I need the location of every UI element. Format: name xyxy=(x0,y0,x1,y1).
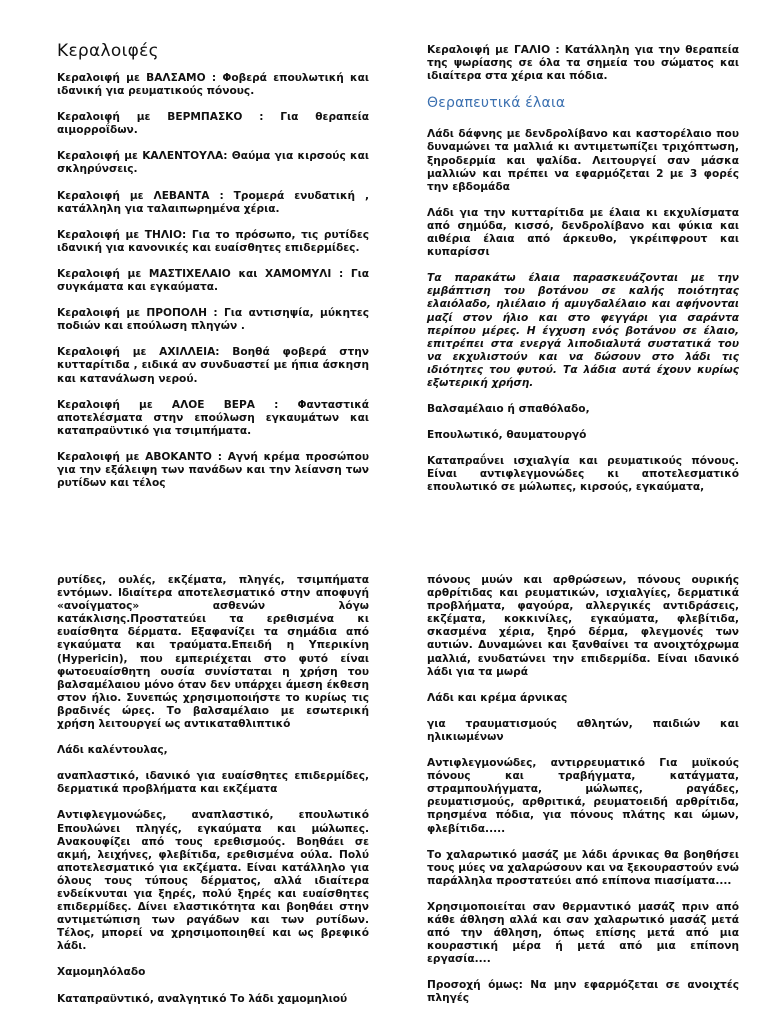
paragraph: Κεραλοιφή με ΒΑΛΣΑΜΟ : Φοβερά επουλωτική και ιδανική για ρευματικούς πόνους. xyxy=(57,72,369,98)
column-top-left xyxy=(57,72,369,503)
column-top-right xyxy=(427,44,739,508)
paragraph: Κεραλοιφή με ΚΑΛΕΝΤΟΥΛΑ: Θαύμα για κιρσούς και σκληρύνσεις. xyxy=(57,150,369,176)
paragraph: Λάδι δάφνης με δενδρολίβανο και καστορέλαιο που δυναμώνει τα μαλλιά κι αντιμετωπίζει τριχόπτωση, ξηροδερμία και ψαλίδα. Λειτουργεί σαν μάσκα μαλλιών και πρέπει να εφαρμόζεται 2 με 3 φορές την εβδομάδα xyxy=(427,128,739,193)
column-bottom-right xyxy=(427,574,739,1019)
paragraph: Αντιφλεγμονώδες, αντιρρευματικό Για μυϊκούς πόνους και τραβήγματα, κατάγματα, στραμπουλήγματα, μώλωπες, ραγάδες, ρευματισμούς, αρθριτικά, ρευματοειδή αρθρίτιδα, πρησμένα πόδια, για πόνους πλάτης και ώμων, φλεβίτιδα..... xyxy=(427,757,739,835)
paragraph: πόνους μυών και αρθρώσεων, πόνους ουρικής αρθρίτιδας και ρευματικών, ισχιαλγίες, δερματικά προβλήματα, φαγούρα, αλλεργικές αντιδράσεις, εκζέματα, κοκκινίλες, εγκαύματα, φλεβίτιδα, σκασμένα χέρια, ξηρό δέρμα, φλεγμονές των αυτιών. Δυναμώνει και ξανθαίνει τα ανοιχτόχρωμα μαλλιά, ενυδατώνει την επιδερμίδα. Είναι ιδανικό λάδι για τα μωρά xyxy=(427,574,739,678)
paragraph: Λάδι και κρέμα άρνικας xyxy=(427,691,568,704)
paragraph: Βαλσαμέλαιο ή σπαθόλαδο, xyxy=(427,403,590,416)
italic-paragraph: Τα παρακάτω έλαια παρασκευάζονται με την εμβάπτιση του βοτάνου σε καλής ποιότητας ελαιόλαδο, ηλιέλαιο ή αμυγδαλέλαιο και αφήνονται μαζί στον ήλιο και στο φεγγάρι για σαράντα περίπου μέρες. Η έγχυση ενός βοτάνου σε έλαιο, επιτρέπει στα ενεργά λιποδιαλυτά συστατικά του να εκχυλιστούν και να δώσουν στο λάδι τις ιδιότητες του φυτού. Τα λάδια αυτά έχουν κυρίως εξωτερική χρήση. xyxy=(427,272,739,389)
paragraph: Κεραλοιφή με ΜΑΣΤΙΧΕΛΑΙΟ και ΧΑΜΟΜΥΛΙ : Για συγκάματα και εγκαύματα. xyxy=(57,267,369,294)
paragraph: Χρησιμοποιείται σαν θερμαντικό μασάζ πριν από κάθε άθληση αλλά και σαν χαλαρωτικό μασάζ μετά από την άθληση, όπως επίσης μετά από μια κουραστική μέρα ή μετά από μια επίπονη εργασία.... xyxy=(427,900,739,966)
paragraph: Λάδι καλέντουλας, xyxy=(57,744,168,757)
paragraph: Κεραλοιφή με ΒΕΡΜΠΑΣΚΟ : Για θεραπεία αιμορροΐδων. xyxy=(57,111,369,137)
paragraph: Το χαλαρωτικό μασάζ με λάδι άρνικας θα βοηθήσει τους μύες να χαλαρώσουν και να ξεκουραστούν ενώ παράλληλα προστατεύει από επίπονα πιασίματα.... xyxy=(427,848,739,887)
paragraph: Προσοχή όμως: Να μην εφαρμόζεται σε ανοιχτές πληγές xyxy=(427,979,739,1005)
paragraph: Κεραλοιφή με ΑΒΟΚΑΝΤΟ : Αγνή κρέμα προσώπου για την εξάλειψη των πανάδων και την λείανση των ρυτίδων και τέλος xyxy=(57,450,369,490)
paragraph: για τραυματισμούς αθλητών, παιδιών και ηλικιωμένων xyxy=(427,717,739,743)
paragraph: Κεραλοιφή με ΓΑΛΙΟ : Κατάλληλη για την θεραπεία της ψωρίασης σε όλα τα σημεία του σώματος και ιδιαίτερα στα χέρια και πόδια. xyxy=(427,44,739,83)
paragraph: Χαμομηλόλαδο xyxy=(57,966,146,979)
paragraph: Κεραλοιφή με ΑΛΟΕ ΒΕΡΑ : Φανταστικά αποτελέσματα στην επούλωση εγκαυμάτων και καταπραϋντικό για τσιμπήματα. xyxy=(57,398,369,437)
paragraph: Κεραλοιφή με ΑΧΙΛΛΕΙΑ: Βοηθά φοβερά στην κυτταρίτιδα , ειδικά αν συνδυαστεί με ήπια άσκηση και κατανάλωση νερού. xyxy=(57,346,369,385)
paragraph: Κεραλοιφή με ΠΡΟΠΟΛΗ : Για αντισηψία, μύκητες ποδιών και επούλωση πληγών . xyxy=(57,307,369,333)
paragraph: Καταπραΰνει ισχιαλγία και ρευματικούς πόνους. Είναι αντιφλεγμονώδες κι αποτελεσματικό επουλωτικό σε μώλωπες, κιρσούς, εγκαύματα, xyxy=(427,455,739,494)
section-heading: Θεραπευτικά έλαια xyxy=(427,95,566,112)
paragraph: ρυτίδες, ουλές, εκζέματα, πληγές, τσιμπήματα εντόμων. Ιδιαίτερα αποτελεσματικό στην αποφυγή «ανοίγματος» ασθενών λόγω κατάκλισης.Προστατεύει τα ερεθισμένα κι ευαίσθητα δέρματα. Εξαφανίζει τα σημάδια από εγκαύματα και τραύματα.Επειδή η Υπερικίνη (Hypericin), που εμπεριέχεται στο φυτό είναι φωτοευαίσθητη ουσία συνίσταται η χρήση του βαλσαμέλαιου μόνο όταν δεν υπάρχει άμεση έκθεση στον ήλιο. Συνεπώς χρησιμοποιήστε το κυρίως τις βραδινές ώρες. Το βαλσαμέλαιο με εσωτερική χρήση λειτουργεί ως αντικαταθλιπτικό xyxy=(57,574,369,731)
paragraph: Κεραλοιφή με ΤΗΛΙΟ: Για το πρόσωπο, τις ρυτίδες ιδανική για κανονικές και ευαίσθητες επιδερμίδες. xyxy=(57,228,369,254)
paragraph: Αντιφλεγμονώδες, αναπλαστικό, επουλωτικό Επουλώνει πληγές, εγκαύματα και μώλωπες. Ανακουφίζει από τους ερεθισμούς. Βοηθάει σε ακμή, λειχήνες, φλεβίτιδα, ερεθισμένα ούλα. Πολύ αποτελεσματικό για εκζέματα. Είναι κατάλληλο για όλους τους τύπους δέρματος, αλλά ιδιαίτερα ενδείκνυται για ξηρές, πολύ ξηρές και ευαίσθητες επιδερμίδες. Δίνει ελαστικότητα και βοηθάει στην αντιμετώπιση των ραγάδων και των ρυτίδων. Τέλος, μπορεί να χρησιμοποιηθεί και ως βρεφικό λάδι. xyxy=(57,809,369,953)
column-bottom-left xyxy=(57,574,369,1019)
paragraph: Λάδι για την κυτταρίτιδα με έλαια κι εκχυλίσματα από σημύδα, κισσό, δενδρολίβανο και φύκια και αιθέρια έλαια από άρκευθο, γκρέιπφρουτ και κυπαρίσσι xyxy=(427,206,739,259)
paragraph: Κεραλοιφή με ΛΕΒΑΝΤΑ : Τρομερά ενυδατική , κατάλληλη για ταλαιπωρημένα χέρια. xyxy=(57,189,369,215)
paragraph: αναπλαστικό, ιδανικό για ευαίσθητες επιδερμίδες, δερματικά προβλήματα και εκζέματα xyxy=(57,770,369,796)
paragraph: Επουλωτικό, θαυματουργό xyxy=(427,429,587,442)
page-title: Κεραλοιφές xyxy=(57,41,159,61)
paragraph: Καταπραϋντικό, αναλγητικό Το λάδι χαμομηλιού xyxy=(57,992,348,1005)
